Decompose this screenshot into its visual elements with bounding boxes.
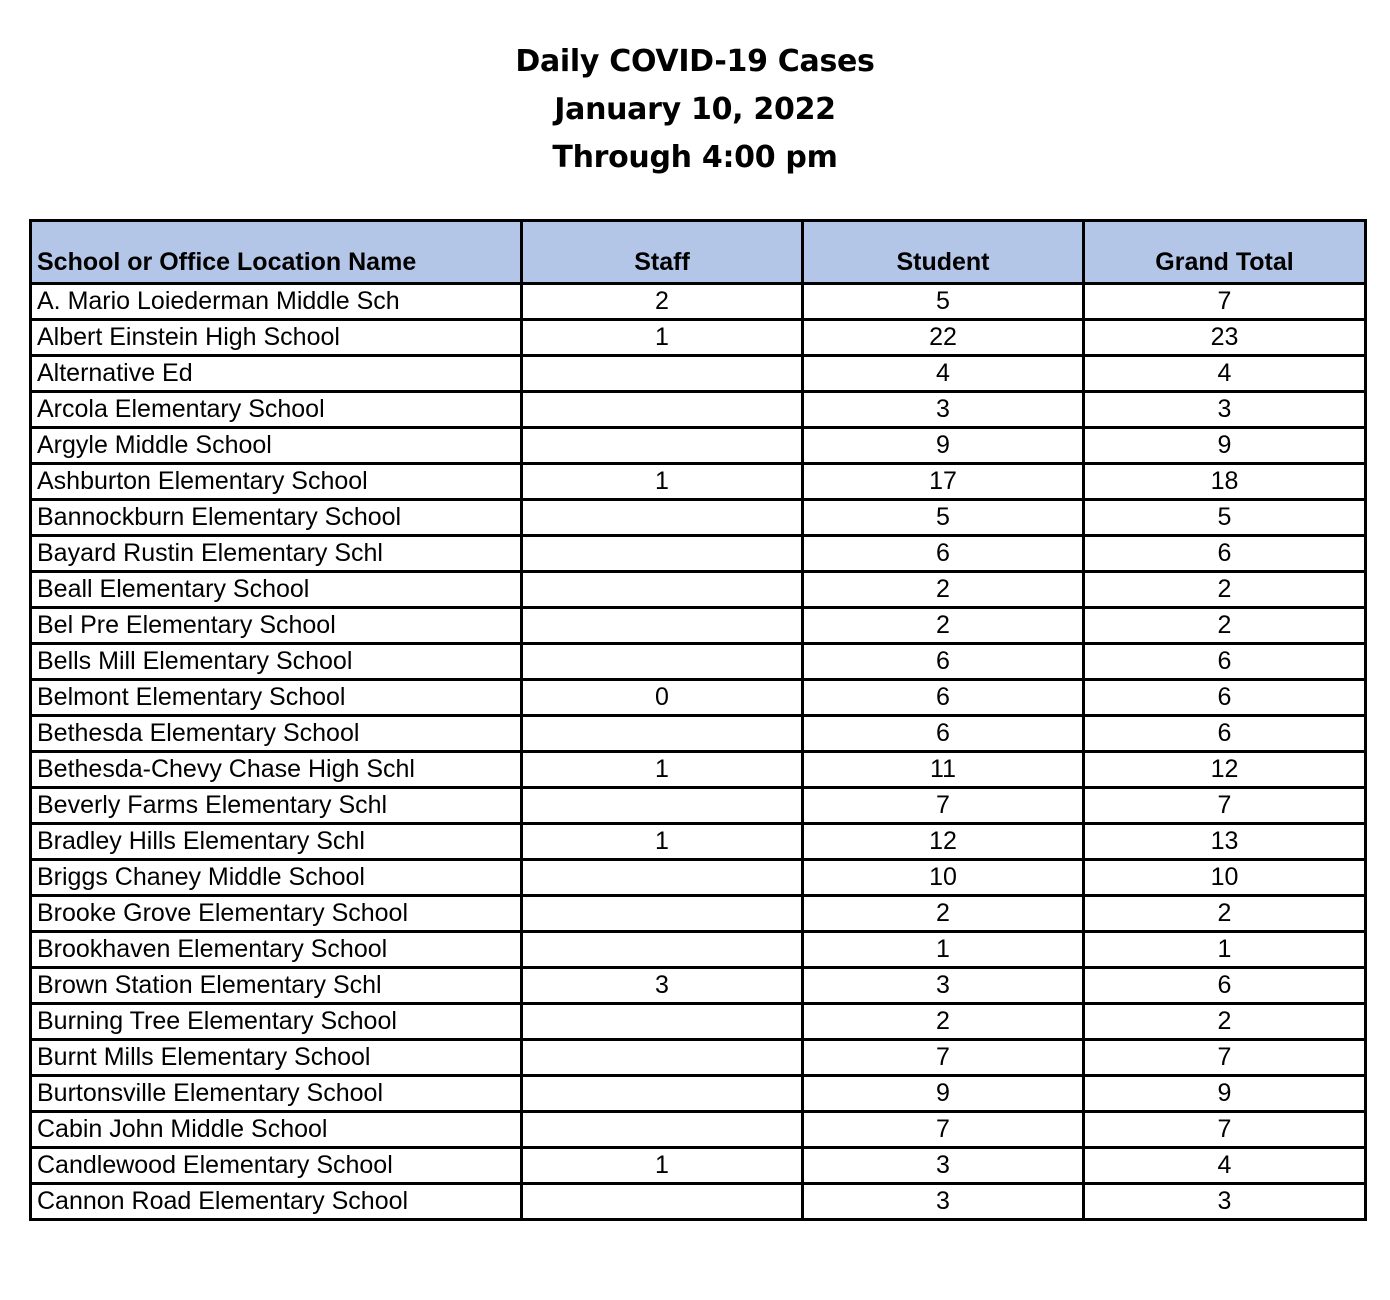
- cell-grand-total: 1: [1084, 932, 1366, 968]
- cell-student: 3: [803, 968, 1084, 1004]
- column-header-total: Grand Total: [1084, 221, 1366, 284]
- cell-student: 6: [803, 536, 1084, 572]
- table-row: [31, 1112, 1366, 1148]
- table-row: [31, 932, 1366, 968]
- cell-location-name: Burtonsville Elementary School: [31, 1076, 522, 1112]
- cell-location-name: Briggs Chaney Middle School: [31, 860, 522, 896]
- cell-student: 6: [803, 680, 1084, 716]
- cell-student: 9: [803, 1076, 1084, 1112]
- cell-student: 5: [803, 500, 1084, 536]
- cell-location-name: Brookhaven Elementary School: [31, 932, 522, 968]
- cell-student: 12: [803, 824, 1084, 860]
- cell-location-name: A. Mario Loiederman Middle Sch: [31, 284, 522, 320]
- cell-student: 7: [803, 788, 1084, 824]
- cell-location-name: Bayard Rustin Elementary Schl: [31, 536, 522, 572]
- table-row: [31, 860, 1366, 896]
- cell-grand-total: 13: [1084, 824, 1366, 860]
- title-line-2: January 10, 2022: [554, 92, 836, 127]
- cell-student: 1: [803, 932, 1084, 968]
- cell-student: 4: [803, 356, 1084, 392]
- cell-grand-total: 6: [1084, 968, 1366, 1004]
- column-header-name: School or Office Location Name: [31, 221, 522, 284]
- cell-grand-total: 7: [1084, 1040, 1366, 1076]
- cell-student: 22: [803, 320, 1084, 356]
- cell-location-name: Beall Elementary School: [31, 572, 522, 608]
- cell-staff: 0: [522, 680, 803, 716]
- cases-table: [29, 219, 1367, 1221]
- table-row: [31, 392, 1366, 428]
- table-row: [31, 1184, 1366, 1220]
- cell-location-name: Alternative Ed: [31, 356, 522, 392]
- cell-grand-total: 2: [1084, 1004, 1366, 1040]
- cell-grand-total: 18: [1084, 464, 1366, 500]
- cell-staff: [522, 1004, 803, 1040]
- cell-student: 10: [803, 860, 1084, 896]
- table-row: [31, 968, 1366, 1004]
- cell-student: 2: [803, 608, 1084, 644]
- cell-student: 2: [803, 896, 1084, 932]
- cell-location-name: Belmont Elementary School: [31, 680, 522, 716]
- cell-location-name: Bethesda-Chevy Chase High Schl: [31, 752, 522, 788]
- cell-location-name: Albert Einstein High School: [31, 320, 522, 356]
- cell-staff: [522, 1040, 803, 1076]
- cell-grand-total: 9: [1084, 428, 1366, 464]
- table-row: [31, 320, 1366, 356]
- table-row: [31, 644, 1366, 680]
- table-row: [31, 356, 1366, 392]
- cell-staff: [522, 860, 803, 896]
- cell-location-name: Bells Mill Elementary School: [31, 644, 522, 680]
- title-line-3: Through 4:00 pm: [552, 140, 838, 175]
- cell-grand-total: 6: [1084, 536, 1366, 572]
- document-title: [0, 38, 1390, 182]
- table-row: [31, 752, 1366, 788]
- cell-staff: [522, 716, 803, 752]
- table-row: [31, 464, 1366, 500]
- cell-location-name: Candlewood Elementary School: [31, 1148, 522, 1184]
- cell-location-name: Arcola Elementary School: [31, 392, 522, 428]
- cell-staff: [522, 572, 803, 608]
- cell-student: 9: [803, 428, 1084, 464]
- cases-table-container: [29, 219, 1364, 1221]
- cell-grand-total: 2: [1084, 608, 1366, 644]
- cell-location-name: Burning Tree Elementary School: [31, 1004, 522, 1040]
- cell-staff: 2: [522, 284, 803, 320]
- table-row: [31, 716, 1366, 752]
- cell-grand-total: 6: [1084, 716, 1366, 752]
- cell-location-name: Bannockburn Elementary School: [31, 500, 522, 536]
- cell-staff: [522, 788, 803, 824]
- cell-staff: [522, 500, 803, 536]
- table-row: [31, 1148, 1366, 1184]
- cell-grand-total: 5: [1084, 500, 1366, 536]
- cell-location-name: Beverly Farms Elementary Schl: [31, 788, 522, 824]
- cell-staff: 1: [522, 320, 803, 356]
- cell-student: 2: [803, 572, 1084, 608]
- column-header-student: Student: [803, 221, 1084, 284]
- cell-student: 6: [803, 716, 1084, 752]
- cell-location-name: Argyle Middle School: [31, 428, 522, 464]
- cell-grand-total: 23: [1084, 320, 1366, 356]
- cell-student: 2: [803, 1004, 1084, 1040]
- cell-staff: [522, 1076, 803, 1112]
- table-header-row: [31, 221, 1366, 284]
- cell-grand-total: 7: [1084, 284, 1366, 320]
- table-row: [31, 1040, 1366, 1076]
- cell-staff: [522, 608, 803, 644]
- table-row: [31, 536, 1366, 572]
- cell-location-name: Cabin John Middle School: [31, 1112, 522, 1148]
- cell-student: 7: [803, 1112, 1084, 1148]
- cell-staff: [522, 392, 803, 428]
- title-line-1: Daily COVID-19 Cases: [515, 44, 875, 79]
- cell-grand-total: 2: [1084, 896, 1366, 932]
- cell-grand-total: 12: [1084, 752, 1366, 788]
- cell-grand-total: 3: [1084, 1184, 1366, 1220]
- table-row: [31, 572, 1366, 608]
- cell-student: 17: [803, 464, 1084, 500]
- cell-grand-total: 2: [1084, 572, 1366, 608]
- table-row: [31, 1076, 1366, 1112]
- table-row: [31, 1004, 1366, 1040]
- table-row: [31, 896, 1366, 932]
- cell-staff: [522, 1184, 803, 1220]
- cell-grand-total: 7: [1084, 788, 1366, 824]
- cell-student: 3: [803, 1184, 1084, 1220]
- cell-location-name: Bethesda Elementary School: [31, 716, 522, 752]
- cell-location-name: Bel Pre Elementary School: [31, 608, 522, 644]
- cell-grand-total: 10: [1084, 860, 1366, 896]
- cell-location-name: Burnt Mills Elementary School: [31, 1040, 522, 1076]
- table-row: [31, 428, 1366, 464]
- table-row: [31, 608, 1366, 644]
- cell-staff: [522, 356, 803, 392]
- cell-student: 3: [803, 392, 1084, 428]
- cell-location-name: Cannon Road Elementary School: [31, 1184, 522, 1220]
- cell-grand-total: 4: [1084, 356, 1366, 392]
- table-row: [31, 788, 1366, 824]
- cell-location-name: Bradley Hills Elementary Schl: [31, 824, 522, 860]
- cell-student: 5: [803, 284, 1084, 320]
- cell-student: 7: [803, 1040, 1084, 1076]
- cell-grand-total: 9: [1084, 1076, 1366, 1112]
- cell-student: 11: [803, 752, 1084, 788]
- cell-staff: [522, 428, 803, 464]
- table-row: [31, 680, 1366, 716]
- cell-staff: [522, 644, 803, 680]
- cell-staff: [522, 1112, 803, 1148]
- cell-student: 6: [803, 644, 1084, 680]
- cell-staff: 3: [522, 968, 803, 1004]
- cell-grand-total: 6: [1084, 680, 1366, 716]
- cell-grand-total: 4: [1084, 1148, 1366, 1184]
- cell-staff: [522, 932, 803, 968]
- table-body: [31, 284, 1366, 1220]
- cell-staff: 1: [522, 1148, 803, 1184]
- table-row: [31, 824, 1366, 860]
- cell-grand-total: 6: [1084, 644, 1366, 680]
- cell-location-name: Ashburton Elementary School: [31, 464, 522, 500]
- cell-staff: 1: [522, 752, 803, 788]
- cell-location-name: Brown Station Elementary Schl: [31, 968, 522, 1004]
- cell-staff: 1: [522, 464, 803, 500]
- cell-staff: [522, 896, 803, 932]
- cell-location-name: Brooke Grove Elementary School: [31, 896, 522, 932]
- table-row: [31, 500, 1366, 536]
- cell-grand-total: 7: [1084, 1112, 1366, 1148]
- table-row: [31, 284, 1366, 320]
- cell-student: 3: [803, 1148, 1084, 1184]
- cell-staff: [522, 536, 803, 572]
- cell-staff: 1: [522, 824, 803, 860]
- cell-grand-total: 3: [1084, 392, 1366, 428]
- column-header-staff: Staff: [522, 221, 803, 284]
